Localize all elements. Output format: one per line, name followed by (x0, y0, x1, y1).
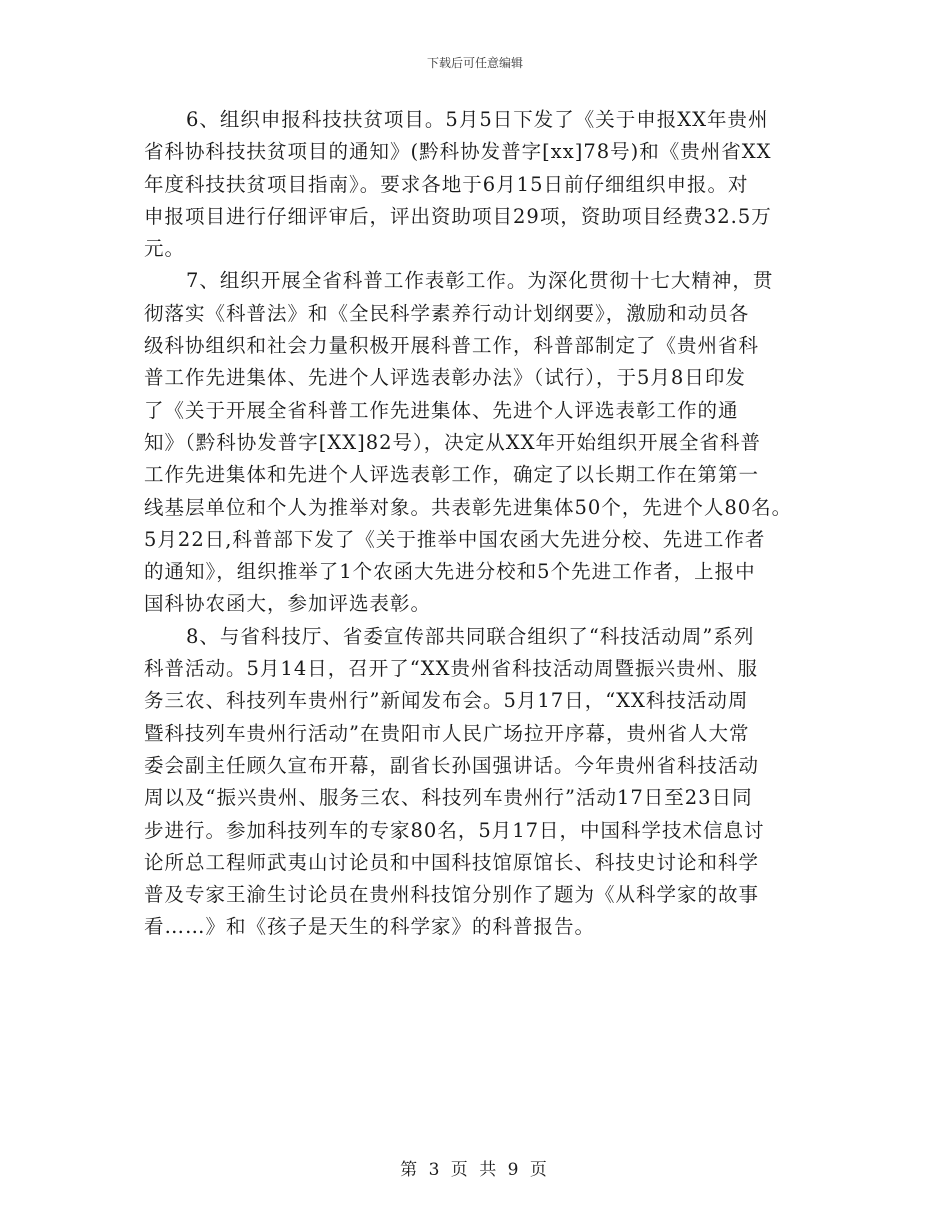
text-line: 的通知》，组织推举了1个农函大先进分校和5个先进工作者，上报中 (144, 560, 756, 584)
text-line: 普工作先进集体、先进个人评选表彰办法》（试行），于5月8日印发 (144, 366, 746, 390)
text-line: 彻落实《科普法》和《全民科学素养行动计划纲要》，激励和动员各 (144, 301, 750, 325)
text-line: 看……》和《孩子是天生的科学家》的科普报告。 (144, 915, 596, 939)
page-header: 下载后可任意编辑 (426, 56, 523, 70)
text-line: 8、与省科技厅、省委宣传部共同联合组织了“科技活动周”系列 (186, 624, 755, 648)
text-line: 暨科技列车贵州行活动”在贵阳市人民广场拉开序幕，贵州省人大常 (144, 721, 750, 745)
text-line: 国科协农函大，参加评选表彰。 (144, 592, 432, 616)
text-line: 委会副主任顾久宣布开幕，副省长孙国强讲话。今年贵州省科技活动 (144, 753, 760, 777)
text-line: 6、组织申报科技扶贫项目。5月5日下发了《关于申报XX年贵州 (186, 108, 769, 131)
text-line: 周以及“振兴贵州、服务三农、科技列车贵州行”活动17日至23日同 (144, 786, 753, 810)
paragraph-6 (144, 104, 814, 265)
text-line: 级科协组织和社会力量积极开展科普工作，科普部制定了《贵州省科 (144, 334, 760, 358)
text-line: 论所总工程师武夷山讨论员和中国科技馆原馆长、科技史讨论和科学 (144, 850, 760, 874)
text-line: 知》（黔科协发普字[XX]82号），决定从XX年开始组织开展全省科普 (144, 430, 762, 454)
text-line: 申报项目进行仔细评审后，评出资助项目29项，资助项目经费32.5万 (144, 204, 772, 228)
text-line: 务三农、科技列车贵州行”新闻发布会。5月17日，“XX科技活动周 (144, 689, 749, 713)
text-line: 了《关于开展全省科普工作先进集体、先进个人评选表彰工作的通 (144, 398, 739, 422)
text-line: 线基层单位和个人为推举对象。共表彰先进集体50个，先进个人80名。 (144, 495, 793, 519)
document-body (144, 104, 814, 944)
text-line: 工作先进集体和先进个人评选表彰工作，确定了以长期工作在第第一 (144, 463, 760, 487)
text-line: 元。 (144, 237, 186, 261)
text-line: 年度科技扶贫项目指南》。要求各地于6月15日前仔细组织申报。对 (144, 172, 749, 196)
text-line: 科普活动。5月14日，召开了“XX贵州省科技活动周暨振兴贵州、服 (144, 657, 758, 681)
text-line: 步进行。参加科技列车的专家80名，5月17日，中国科学技术信息讨 (144, 818, 765, 842)
paragraph-7 (144, 265, 814, 620)
paragraph-8 (144, 621, 814, 944)
page-footer: 第 3 页 共 9 页 (400, 1160, 550, 1180)
text-line: 普及专家王渝生讨论员在贵州科技馆分别作了题为《从科学家的故事 (144, 883, 760, 907)
text-line: 5月22日,科普部下发了《关于推举中国农函大先进分校、先进工作者 (144, 527, 766, 551)
text-line: 省科协科技扶贫项目的通知》(黔科协发普字[xx]78号)和《贵州省XX (144, 140, 772, 164)
text-line: 7、组织开展全省科普工作表彰工作。为深化贯彻十七大精神，贯 (186, 269, 774, 293)
